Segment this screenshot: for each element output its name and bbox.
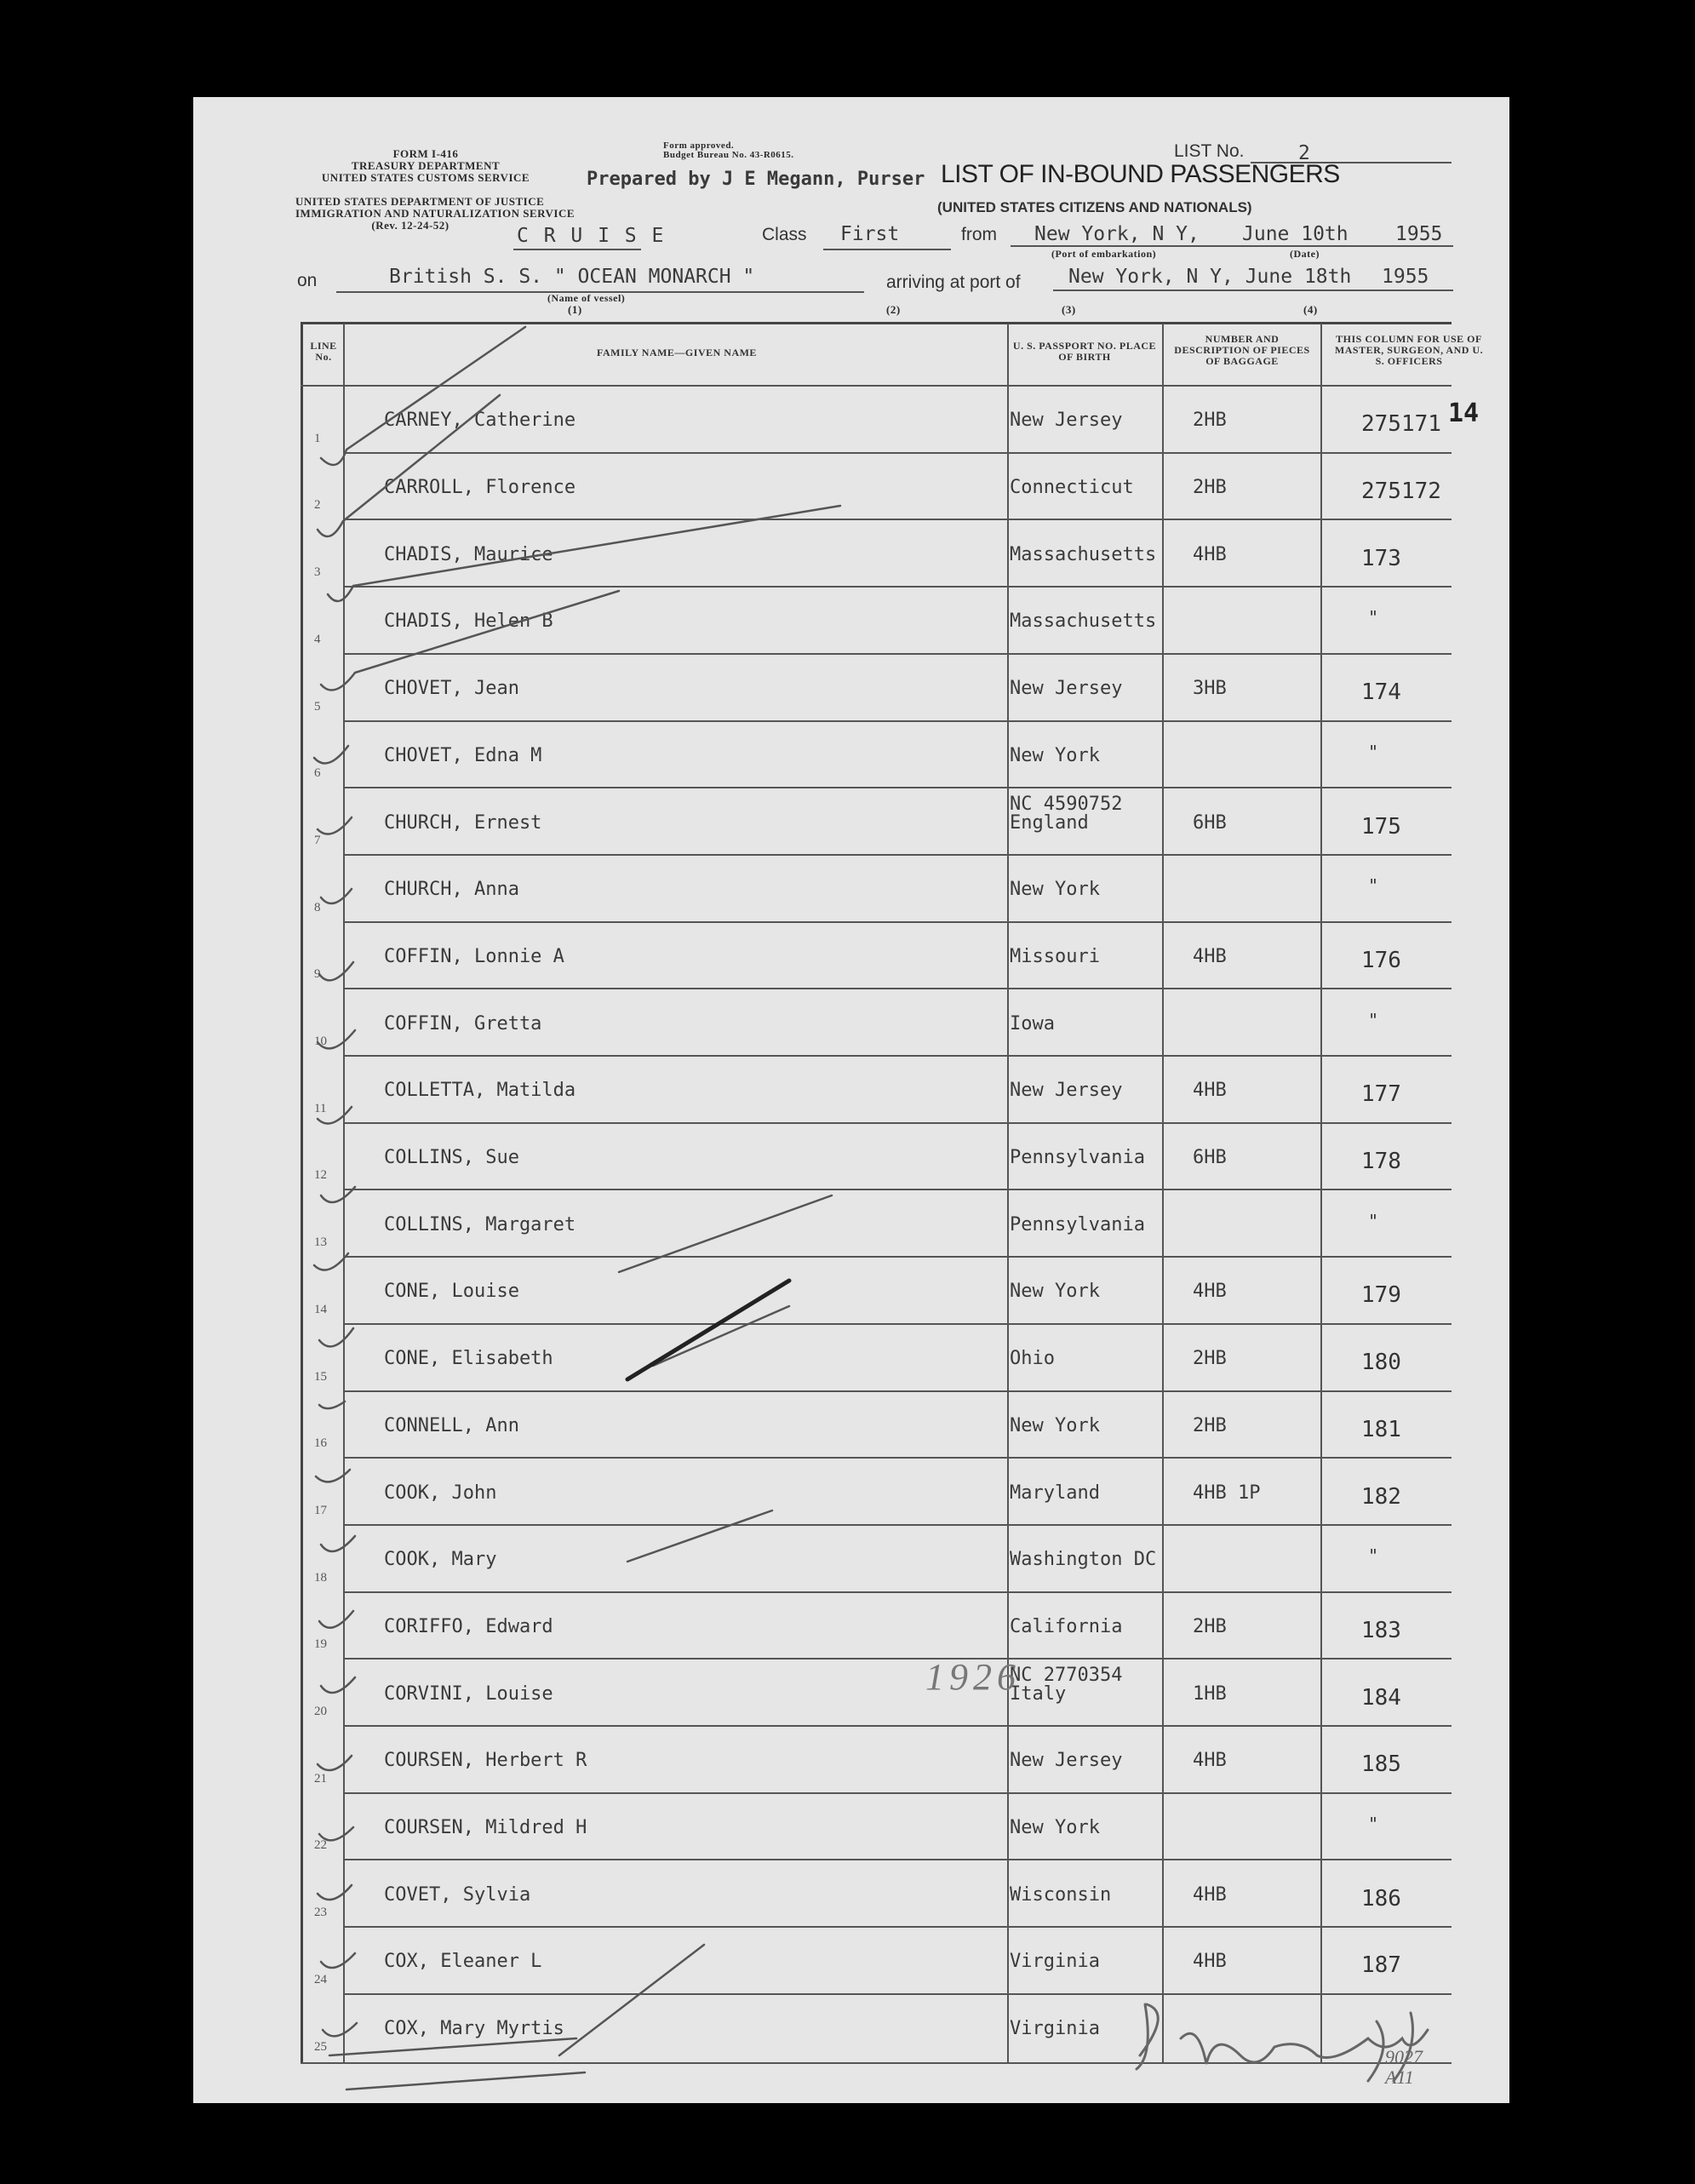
- form-revision: (Rev. 12-24-52): [371, 219, 450, 232]
- place-of-birth: New York: [1010, 1817, 1100, 1839]
- ditto-mark: ": [1368, 1009, 1379, 1030]
- row-line-number: 17: [314, 1503, 327, 1517]
- arrival-year: 1955: [1382, 266, 1429, 288]
- list-no-label: LIST No.: [1174, 141, 1245, 161]
- passport-number: NC 2770354: [1010, 1664, 1123, 1686]
- from-port: New York, N Y,: [1034, 223, 1200, 245]
- officer-number: 176: [1361, 947, 1401, 973]
- place-of-birth: Virginia: [1010, 1951, 1100, 1973]
- place-of-birth: Italy: [1010, 1682, 1067, 1705]
- row-line-number: 12: [314, 1168, 327, 1183]
- date-caption: (Date): [1290, 248, 1320, 260]
- officer-number: 179: [1361, 1282, 1401, 1309]
- col-num-3: (3): [1062, 303, 1076, 316]
- officer-number: 187: [1361, 1952, 1401, 1979]
- row-line-number: 8: [314, 900, 321, 914]
- passenger-name: CHADIS, Maurice: [384, 543, 553, 565]
- col-num-1: (1): [568, 303, 582, 316]
- baggage-count: 4HB: [1193, 1080, 1227, 1102]
- passenger-name: COLLINS, Sue: [384, 1147, 519, 1169]
- place-of-birth: New Jersey: [1010, 410, 1123, 432]
- officer-number: 182: [1361, 1483, 1401, 1510]
- form-title: LIST OF IN-BOUND PASSENGERS: [941, 160, 1340, 188]
- port-caption: (Port of embarkation): [1051, 248, 1157, 260]
- row-line-number: 14: [314, 1302, 327, 1316]
- place-of-birth: Ohio: [1010, 1348, 1055, 1370]
- list-no-value: 2: [1298, 142, 1310, 164]
- row-line-number: 18: [314, 1570, 327, 1585]
- officer-number: 275171: [1361, 411, 1441, 438]
- agency-justice: UNITED STATES DEPARTMENT OF JUSTICE: [295, 195, 545, 208]
- officer-number: 177: [1361, 1081, 1401, 1108]
- officer-number: 180: [1361, 1350, 1401, 1376]
- place-of-birth: Missouri: [1010, 945, 1100, 967]
- ditto-mark: ": [1368, 741, 1379, 762]
- baggage-count: 2HB: [1193, 410, 1227, 432]
- place-of-birth: New York: [1010, 744, 1100, 766]
- header-line-no: LINE No.: [310, 340, 337, 363]
- passenger-name: COLLETTA, Matilda: [384, 1080, 576, 1102]
- from-date: June 10th: [1242, 223, 1349, 245]
- officer-number: 175: [1361, 813, 1401, 840]
- baggage-count: 2HB: [1193, 477, 1227, 499]
- officer-number: 186: [1361, 1885, 1401, 1912]
- header-passport: U. S. PASSPORT NO. PLACE OF BIRTH: [1012, 340, 1157, 363]
- passenger-name: CARNEY, Catherine: [384, 410, 576, 432]
- row-line-number: 19: [314, 1637, 327, 1652]
- place-of-birth: New York: [1010, 1281, 1100, 1303]
- passenger-name: CONE, Louise: [384, 1281, 519, 1303]
- row-line-number: 23: [314, 1906, 327, 1920]
- header-officers: THIS COLUMN FOR USE OF MASTER, SURGEON, AND U. S. OFFICERS: [1334, 333, 1484, 367]
- agency-ins: IMMIGRATION AND NATURALIZATION SERVICE: [295, 207, 575, 220]
- place-of-birth: Iowa: [1010, 1012, 1055, 1035]
- officer-number: 275172: [1361, 479, 1441, 505]
- passenger-name: CHADIS, Helen B: [384, 610, 553, 633]
- agency-treasury: TREASURY DEPARTMENT: [351, 159, 501, 172]
- col-num-2: (2): [886, 303, 901, 316]
- baggage-count: 2HB: [1193, 1414, 1227, 1436]
- baggage-count: 1HB: [1193, 1682, 1227, 1705]
- row-line-number: 20: [314, 1705, 327, 1718]
- passenger-name: CHURCH, Ernest: [384, 811, 542, 834]
- passenger-name: COX, Eleaner L: [384, 1951, 542, 1973]
- baggage-count: 2HB: [1193, 1348, 1227, 1370]
- row-line-number: 16: [314, 1436, 327, 1451]
- passport-number: NC 4590752: [1010, 793, 1123, 815]
- place-of-birth: Massachusetts: [1010, 543, 1157, 565]
- place-of-birth: New Jersey: [1010, 678, 1123, 700]
- class-value: First: [840, 223, 900, 245]
- form-subtitle: (UNITED STATES CITIZENS AND NATIONALS): [937, 199, 1252, 215]
- row-line-number: 11: [314, 1101, 327, 1115]
- officer-number: 173: [1361, 545, 1401, 571]
- place-of-birth: Virginia: [1010, 2018, 1100, 2040]
- row-line-number: 21: [314, 1771, 327, 1786]
- baggage-count: 4HB 1P: [1193, 1482, 1261, 1504]
- baggage-count: 4HB: [1193, 945, 1227, 967]
- row-line-number: 2: [314, 498, 321, 513]
- vessel-caption: (Name of vessel): [547, 292, 626, 304]
- form-number: FORM I-416: [392, 147, 459, 160]
- pencil-check-marks: [193, 97, 1509, 2103]
- passenger-name: CHOVET, Edna M: [384, 744, 542, 766]
- row-line-number: 10: [314, 1035, 327, 1048]
- row-line-number: 24: [314, 1972, 327, 1986]
- place-of-birth: Washington DC: [1010, 1549, 1157, 1571]
- place-of-birth: Pennsylvania: [1010, 1213, 1145, 1235]
- row-line-number: 13: [314, 1235, 327, 1250]
- from-year: 1955: [1395, 223, 1443, 245]
- passenger-name: COFFIN, Lonnie A: [384, 945, 564, 967]
- baggage-count: 4HB: [1193, 1750, 1227, 1772]
- place-of-birth: New Jersey: [1010, 1080, 1123, 1102]
- place-of-birth: New York: [1010, 879, 1100, 901]
- place-of-birth: New Jersey: [1010, 1750, 1123, 1772]
- passenger-name: COOK, Mary: [384, 1549, 497, 1571]
- row-line-number: 15: [314, 1369, 327, 1384]
- baggage-count: 4HB: [1193, 1951, 1227, 1973]
- passenger-name: COVET, Sylvia: [384, 1883, 531, 1906]
- passenger-name: COURSEN, Mildred H: [384, 1817, 587, 1839]
- budget-bureau-line: Budget Bureau No. 43-R0615.: [663, 150, 794, 160]
- baggage-count: 3HB: [1193, 678, 1227, 700]
- passenger-name: CARROLL, Florence: [384, 477, 576, 499]
- passenger-name: COOK, John: [384, 1482, 497, 1504]
- signature-note: 9027 A11: [1385, 2046, 1423, 2088]
- officer-number: 174: [1361, 679, 1401, 706]
- ditto-mark: ": [1368, 1210, 1379, 1231]
- cruise-label: C R U I S E: [517, 225, 666, 247]
- row-line-number: 5: [314, 699, 321, 714]
- officer-number: 185: [1361, 1751, 1401, 1778]
- page-number: 14: [1448, 398, 1480, 428]
- row-line-number: 6: [314, 766, 321, 781]
- officer-number: 183: [1361, 1617, 1401, 1643]
- passenger-name: CORVINI, Louise: [384, 1682, 553, 1705]
- row-line-number: 9: [314, 967, 321, 982]
- place-of-birth: Pennsylvania: [1010, 1147, 1145, 1169]
- row-line-number: 1: [314, 431, 321, 445]
- row-line-number: 25: [314, 2039, 327, 2054]
- place-of-birth: Massachusetts: [1010, 610, 1157, 633]
- officer-number: 184: [1361, 1684, 1401, 1711]
- class-label: Class: [762, 225, 807, 244]
- passenger-name: COURSEN, Herbert R: [384, 1750, 587, 1772]
- passenger-name: CONNELL, Ann: [384, 1414, 519, 1436]
- header-name: FAMILY NAME—GIVEN NAME: [597, 347, 757, 358]
- passenger-name: CORIFFO, Edward: [384, 1615, 553, 1637]
- passenger-name: COFFIN, Gretta: [384, 1012, 542, 1035]
- baggage-count: 2HB: [1193, 1615, 1227, 1637]
- place-of-birth: New York: [1010, 1414, 1100, 1436]
- passenger-name: CHOVET, Jean: [384, 678, 519, 700]
- place-of-birth: California: [1010, 1615, 1123, 1637]
- place-of-birth: Maryland: [1010, 1482, 1100, 1504]
- place-of-birth: Connecticut: [1010, 477, 1134, 499]
- place-of-birth: Wisconsin: [1010, 1883, 1112, 1906]
- ditto-mark: ": [1368, 607, 1379, 628]
- officer-number: 178: [1361, 1149, 1401, 1175]
- arrival-port-date: New York, N Y, June 18th: [1068, 266, 1352, 288]
- ditto-mark: ": [1368, 1545, 1379, 1567]
- vessel-name: British S. S. " OCEAN MONARCH ": [389, 266, 755, 288]
- officer-number: 181: [1361, 1416, 1401, 1442]
- on-label: on: [297, 271, 318, 290]
- from-label: from: [961, 225, 997, 244]
- col-num-4: (4): [1303, 303, 1318, 316]
- baggage-count: 6HB: [1193, 811, 1227, 834]
- agency-customs: UNITED STATES CUSTOMS SERVICE: [321, 171, 530, 184]
- passenger-name: CHURCH, Anna: [384, 879, 519, 901]
- passenger-name: CONE, Elisabeth: [384, 1348, 553, 1370]
- manifest-page: [193, 97, 1509, 2103]
- passenger-name: COX, Mary Myrtis: [384, 2018, 564, 2040]
- row-line-number: 3: [314, 565, 321, 580]
- header-baggage: NUMBER AND DESCRIPTION OF PIECES OF BAGGAGE: [1174, 333, 1310, 367]
- baggage-count: 4HB: [1193, 1883, 1227, 1906]
- prepared-by: Prepared by J E Megann, Purser: [587, 169, 925, 190]
- ditto-mark: ": [1368, 1814, 1379, 1835]
- approval-line: Form approved.: [663, 140, 735, 151]
- passenger-name: COLLINS, Margaret: [384, 1213, 576, 1235]
- arriving-label: arriving at port of: [886, 272, 1021, 292]
- place-of-birth: England: [1010, 811, 1089, 834]
- ditto-mark: ": [1368, 875, 1379, 897]
- baggage-count: 4HB: [1193, 1281, 1227, 1303]
- row-line-number: 7: [314, 833, 321, 847]
- row-line-number: 4: [314, 632, 321, 646]
- baggage-count: 4HB: [1193, 543, 1227, 565]
- baggage-count: 6HB: [1193, 1147, 1227, 1169]
- row-line-number: 22: [314, 1838, 327, 1853]
- handwritten-year: 1926: [925, 1656, 1021, 1698]
